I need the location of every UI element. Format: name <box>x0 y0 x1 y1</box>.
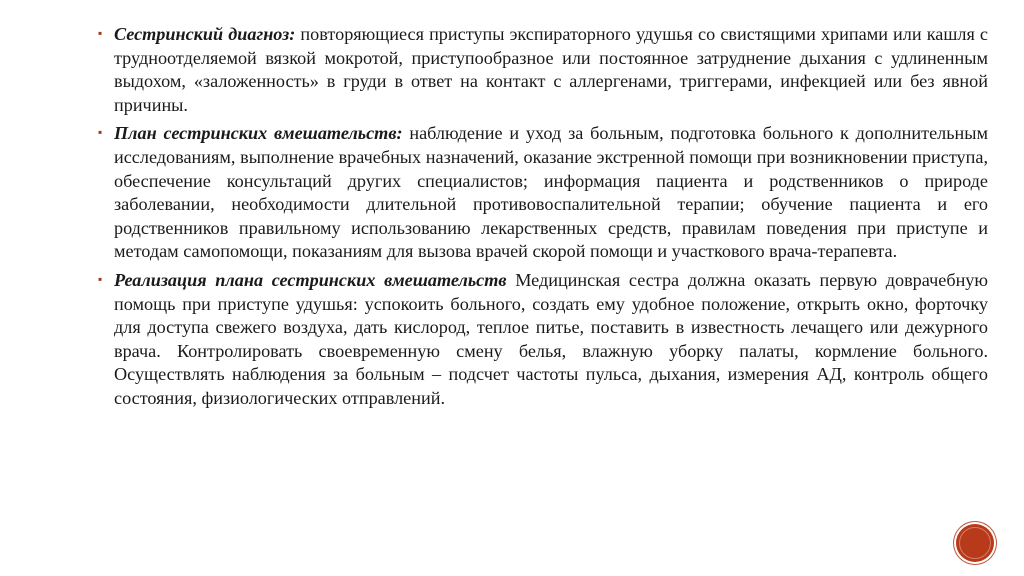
bullet-item-plan <box>96 122 988 264</box>
item-term: Реализация плана сестринских вмешательств <box>114 269 507 290</box>
item-text: повторяющиеся приступы экспираторного удушья со свистящими хрипами или кашля с трудноотделяемой вязкой мокротой, приступообразное или постоянное затруднение дыхания с удлиненным выдохом, «заложенность» в груди в ответ на контакт с аллергенами, триггерами, инфекцией или без явной причины. <box>114 24 989 115</box>
bullet-item-diagnosis <box>96 23 988 117</box>
item-term: План сестринских вмешательств: <box>114 123 403 144</box>
square-bullet-icon: ▪ <box>98 26 103 40</box>
item-text: Медицинская сестра должна оказать первую доврачебную помощь при приступе удушья: успокоить больного, создать ему удобное положение, открыть окно, форточку для доступа свежего воздуха, дать кислород, теплое питье, поставить в известность лечащего или дежурного врача. Контролировать своевременную смену белья, влажную уборку палаты, кормление больного. Осуществлять наблюдения за больным – подсчет частоты пульса, дыхания, измерения АД, контроль общего состояния, физиологических отправлений. <box>114 269 988 408</box>
slide-number-badge <box>956 524 994 562</box>
square-bullet-icon: ▪ <box>98 271 103 286</box>
item-text: наблюдение и уход за больным, подготовка больного к дополнительным исследованиям, выполнение врачебных назначений, оказание экстренной помощи при возникновении приступа, обеспечение консультаций других специалистов; информация пациента и родственников о природе заболевании, необходимости длительной противовоспалительной терапии; обучение пациента и его родственников правильному использованию лекарственных средств, правилам поведения при приступе и методам самопомощи, показаниям для вызова врачей скорой помощи и участкового врача-терапевта. <box>114 123 988 262</box>
slide-content <box>96 23 988 416</box>
bullet-item-implementation <box>96 269 988 411</box>
badge-ring-decoration <box>959 527 991 559</box>
square-bullet-icon: ▪ <box>98 125 103 140</box>
item-term: Сестринский диагноз: <box>114 24 296 44</box>
